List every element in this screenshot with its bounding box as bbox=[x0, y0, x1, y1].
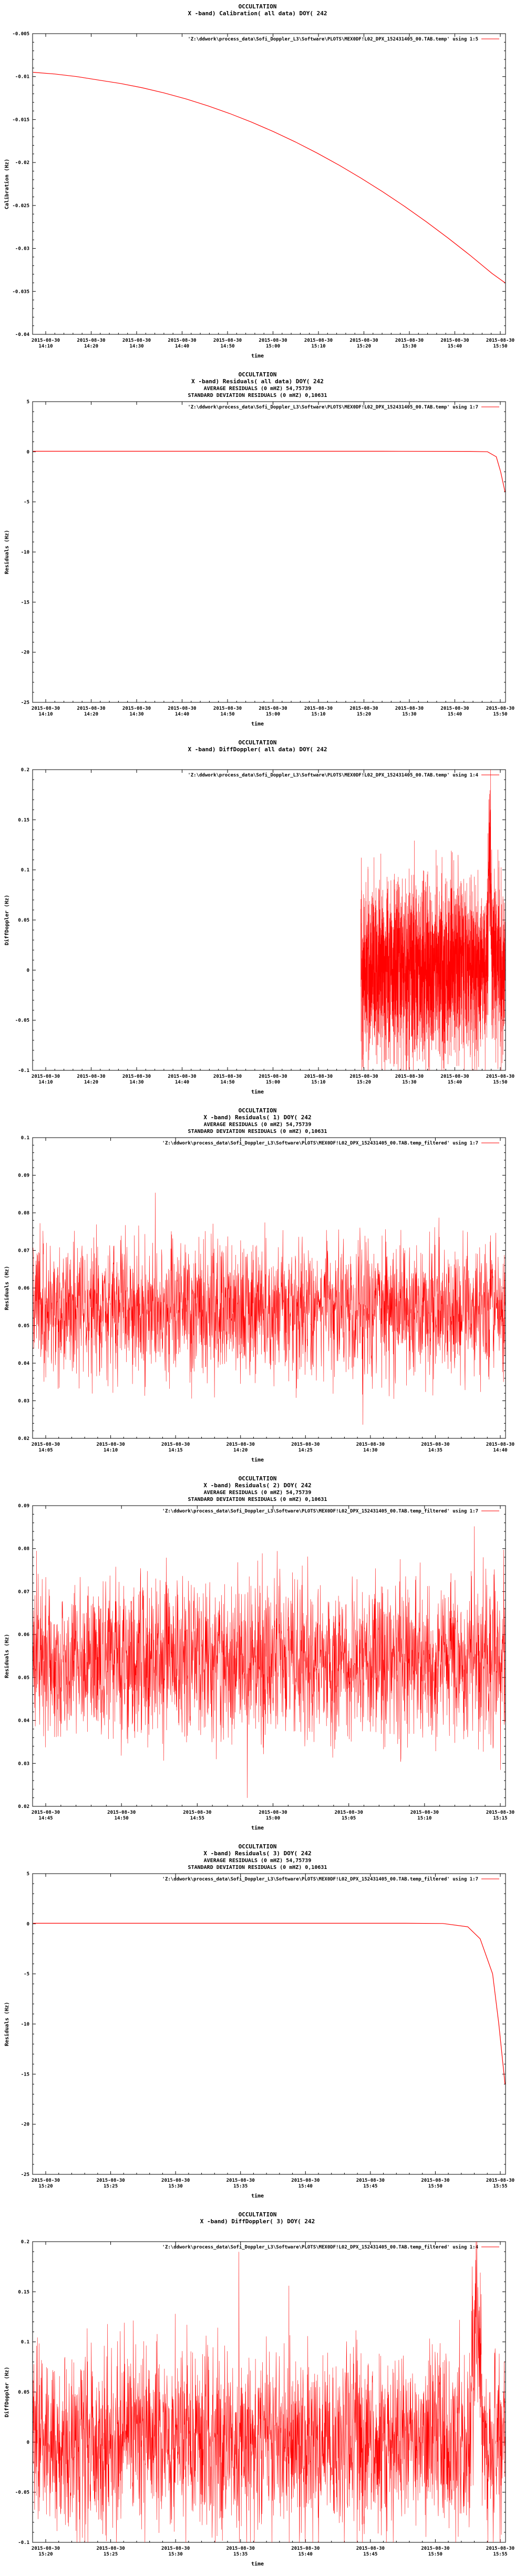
y-axis-label: DiffDoppler (Hz) bbox=[4, 894, 10, 946]
y-tick-label: 0.2 bbox=[20, 2240, 29, 2245]
chart-svg bbox=[0, 736, 515, 1104]
y-tick-label: 5 bbox=[26, 400, 29, 405]
x-axis-label: time bbox=[251, 2561, 264, 2567]
x-tick-label: 2015-08-30 15:50 bbox=[486, 1074, 515, 1085]
y-tick-label: -0.1 bbox=[18, 2540, 29, 2546]
chart-svg bbox=[0, 1472, 515, 1840]
data-series-line bbox=[33, 1193, 505, 1425]
x-tick-label: 2015-08-30 14:30 bbox=[122, 338, 151, 349]
y-tick-label: 0.09 bbox=[18, 1504, 29, 1509]
y-tick-label: -25 bbox=[20, 2172, 29, 2178]
x-tick-label: 2015-08-30 14:15 bbox=[161, 1442, 190, 1453]
y-tick-label: 0.05 bbox=[18, 1675, 29, 1681]
x-tick-label: 2015-08-30 14:10 bbox=[31, 706, 60, 717]
y-axis-label: Residuals (Hz) bbox=[4, 2001, 10, 2047]
y-tick-label: -0.01 bbox=[15, 74, 29, 80]
x-tick-label: 2015-08-30 15:00 bbox=[259, 1810, 287, 1821]
x-tick-label: 2015-08-30 15:30 bbox=[161, 2178, 190, 2189]
x-axis-label: time bbox=[251, 1457, 264, 1463]
x-axis-label: time bbox=[251, 353, 264, 359]
legend-label: 'Z:\ddwork\process_data\Sofi_Doppler_L3\Software\PLOTS\MEX0DF!L02_DPX_152431405_00.TAB.temp_filtered' using 1:7 bbox=[162, 1509, 478, 1514]
x-tick-label: 2015-08-30 14:45 bbox=[31, 1810, 60, 1821]
chart-panel bbox=[0, 368, 515, 736]
x-tick-label: 2015-08-30 14:10 bbox=[96, 1442, 125, 1453]
chart-title: OCCULTATION bbox=[238, 371, 277, 378]
legend-label: 'Z:\ddwork\process_data\Sofi_Doppler_L3\Software\PLOTS\MEX0DF!L02_DPX_152431405_00.TAB.temp' using 1:5 bbox=[188, 37, 478, 42]
x-tick-label: 2015-08-30 15:50 bbox=[421, 2546, 450, 2557]
y-tick-label: -25 bbox=[20, 700, 29, 706]
y-axis-label: Residuals (Hz) bbox=[4, 1265, 10, 1311]
data-series-line bbox=[33, 1923, 505, 2084]
x-tick-label: 2015-08-30 15:30 bbox=[395, 338, 424, 349]
x-axis-label: time bbox=[251, 2193, 264, 2199]
x-tick-label: 2015-08-30 14:40 bbox=[168, 706, 197, 717]
y-tick-label: 0 bbox=[26, 2440, 29, 2446]
x-tick-label: 2015-08-30 15:35 bbox=[226, 2178, 255, 2189]
x-tick-label: 2015-08-30 15:30 bbox=[395, 706, 424, 717]
chart-svg bbox=[0, 0, 515, 368]
stats-average: AVERAGE RESIDUALS (0 mHZ) 54,75739 bbox=[203, 386, 312, 392]
data-series-line bbox=[361, 770, 505, 1070]
legend-label: 'Z:\ddwork\process_data\Sofi_Doppler_L3\Software\PLOTS\MEX0DF!L02_DPX_152431405_00.TAB.temp_filtered' using 1:7 bbox=[162, 1141, 478, 1146]
chart-subtitle: X -band) Residuals( 2) DOY( 242 bbox=[203, 1482, 312, 1489]
stats-stddev: STANDARD DEVIATION RESIDUALS (0 mHZ) 0,10631 bbox=[188, 393, 327, 398]
stats-average: AVERAGE RESIDUALS (0 mHZ) 54,75739 bbox=[203, 1858, 312, 1864]
y-tick-label: 0.04 bbox=[18, 1718, 29, 1724]
y-tick-label: 0.07 bbox=[18, 1589, 29, 1595]
x-tick-label: 2015-08-30 15:25 bbox=[96, 2178, 125, 2189]
data-series-line bbox=[33, 451, 505, 492]
chart-svg bbox=[0, 368, 515, 736]
y-tick-label: -20 bbox=[20, 650, 29, 656]
stats-stddev: STANDARD DEVIATION RESIDUALS (0 mHZ) 0,10631 bbox=[188, 1497, 327, 1502]
y-tick-label: 0.05 bbox=[18, 918, 29, 923]
x-tick-label: 2015-08-30 14:20 bbox=[77, 338, 106, 349]
plot-frame bbox=[33, 34, 506, 334]
x-tick-label: 2015-08-30 14:05 bbox=[31, 1442, 60, 1453]
chart-panel bbox=[0, 0, 515, 368]
y-tick-label: 0.03 bbox=[18, 1398, 29, 1404]
chart-subtitle: X -band) DiffDoppler( all data) DOY( 242 bbox=[188, 746, 327, 753]
x-tick-label: 2015-08-30 15:00 bbox=[259, 706, 287, 717]
y-tick-label: 5 bbox=[26, 1872, 29, 1877]
chart-svg bbox=[0, 2208, 515, 2576]
data-series-line bbox=[33, 1526, 505, 1798]
x-tick-label: 2015-08-30 15:20 bbox=[31, 2178, 60, 2189]
y-tick-label: 0.06 bbox=[18, 1286, 29, 1291]
x-tick-label: 2015-08-30 15:05 bbox=[334, 1810, 363, 1821]
stats-average: AVERAGE RESIDUALS (0 mHZ) 54,75739 bbox=[203, 1122, 312, 1128]
x-tick-label: 2015-08-30 15:55 bbox=[486, 2178, 515, 2189]
x-tick-label: 2015-08-30 14:55 bbox=[183, 1810, 212, 1821]
y-tick-label: -0.04 bbox=[15, 332, 29, 338]
chart-subtitle: X -band) Residuals( all data) DOY( 242 bbox=[191, 378, 324, 385]
y-tick-label: 0.1 bbox=[20, 1136, 29, 1141]
x-tick-label: 2015-08-30 14:10 bbox=[31, 338, 60, 349]
chart-svg bbox=[0, 1104, 515, 1472]
y-tick-label: -5 bbox=[24, 1971, 29, 1977]
x-axis-label: time bbox=[251, 1089, 264, 1095]
x-tick-label: 2015-08-30 15:15 bbox=[486, 1810, 515, 1821]
y-tick-label: -0.1 bbox=[18, 1068, 29, 1074]
x-tick-label: 2015-08-30 14:20 bbox=[226, 1442, 255, 1453]
y-axis-label: DiffDoppler (Hz) bbox=[4, 2366, 10, 2418]
y-tick-label: -0.02 bbox=[15, 160, 29, 166]
y-tick-label: 0.03 bbox=[18, 1761, 29, 1767]
x-tick-label: 2015-08-30 14:50 bbox=[213, 706, 242, 717]
y-tick-label: 0.08 bbox=[18, 1211, 29, 1216]
chart-subtitle: X -band) Calibration( all data) DOY( 242 bbox=[188, 10, 327, 17]
x-tick-label: 2015-08-30 15:10 bbox=[304, 338, 333, 349]
stats-stddev: STANDARD DEVIATION RESIDUALS (0 mHZ) 0,10631 bbox=[188, 1865, 327, 1870]
x-tick-label: 2015-08-30 14:20 bbox=[77, 706, 106, 717]
chart-title: OCCULTATION bbox=[238, 1843, 277, 1850]
chart-title: OCCULTATION bbox=[238, 1475, 277, 1482]
y-tick-label: 0.2 bbox=[20, 768, 29, 773]
legend-label: 'Z:\ddwork\process_data\Sofi_Doppler_L3\Software\PLOTS\MEX0DF!L02_DPX_152431405_00.TAB.temp_filtered' using 1:4 bbox=[162, 2245, 478, 2250]
chart-svg bbox=[0, 1840, 515, 2208]
x-tick-label: 2015-08-30 15:50 bbox=[421, 2178, 450, 2189]
x-tick-label: 2015-08-30 14:10 bbox=[31, 1074, 60, 1085]
y-tick-label: -0.05 bbox=[15, 1018, 29, 1024]
y-tick-label: -0.05 bbox=[15, 2490, 29, 2496]
y-tick-label: 0.05 bbox=[18, 1323, 29, 1329]
x-tick-label: 2015-08-30 15:40 bbox=[440, 338, 469, 349]
x-tick-label: 2015-08-30 14:40 bbox=[168, 338, 197, 349]
chart-subtitle: X -band) DiffDoppler( 3) DOY( 242 bbox=[200, 2218, 315, 2225]
y-tick-label: -10 bbox=[20, 550, 29, 555]
x-tick-label: 2015-08-30 15:40 bbox=[440, 1074, 469, 1085]
y-tick-label: 0.1 bbox=[20, 867, 29, 873]
x-tick-label: 2015-08-30 15:20 bbox=[31, 2546, 60, 2557]
y-tick-label: 0 bbox=[26, 1921, 29, 1927]
x-tick-label: 2015-08-30 14:30 bbox=[122, 1074, 151, 1085]
x-tick-label: 2015-08-30 15:45 bbox=[356, 2178, 385, 2189]
plot-frame bbox=[33, 1506, 506, 1806]
x-tick-label: 2015-08-30 15:25 bbox=[96, 2546, 125, 2557]
chart-title: OCCULTATION bbox=[238, 739, 277, 746]
y-tick-label: -0.025 bbox=[12, 203, 29, 209]
x-tick-label: 2015-08-30 14:30 bbox=[356, 1442, 385, 1453]
y-tick-label: 0.02 bbox=[18, 1804, 29, 1810]
y-tick-label: -0.005 bbox=[12, 32, 29, 37]
chart-panel bbox=[0, 2208, 515, 2576]
x-tick-label: 2015-08-30 14:35 bbox=[421, 1442, 450, 1453]
y-tick-label: 0.05 bbox=[18, 2390, 29, 2395]
y-tick-label: 0 bbox=[26, 968, 29, 974]
y-tick-label: 0 bbox=[26, 449, 29, 455]
y-tick-label: -0.015 bbox=[12, 117, 29, 123]
chart-title: OCCULTATION bbox=[238, 3, 277, 10]
stats-stddev: STANDARD DEVIATION RESIDUALS (0 mHZ) 0,10631 bbox=[188, 1129, 327, 1134]
chart-title: OCCULTATION bbox=[238, 2211, 277, 2218]
y-tick-label: 0.15 bbox=[18, 2289, 29, 2295]
chart-panel bbox=[0, 1840, 515, 2208]
x-tick-label: 2015-08-30 15:50 bbox=[486, 338, 515, 349]
y-tick-label: -10 bbox=[20, 2022, 29, 2027]
x-tick-label: 2015-08-30 14:30 bbox=[122, 706, 151, 717]
x-tick-label: 2015-08-30 15:45 bbox=[356, 2546, 385, 2557]
chart-subtitle: X -band) Residuals( 3) DOY( 242 bbox=[203, 1850, 312, 1857]
x-tick-label: 2015-08-30 15:10 bbox=[304, 706, 333, 717]
x-tick-label: 2015-08-30 15:50 bbox=[486, 706, 515, 717]
x-tick-label: 2015-08-30 15:20 bbox=[349, 338, 378, 349]
chart-panel bbox=[0, 1472, 515, 1840]
x-tick-label: 2015-08-30 15:55 bbox=[486, 2546, 515, 2557]
data-series-line bbox=[33, 73, 505, 283]
x-tick-label: 2015-08-30 15:20 bbox=[349, 1074, 378, 1085]
y-axis-label: Residuals (Hz) bbox=[4, 1633, 10, 1679]
x-tick-label: 2015-08-30 15:35 bbox=[226, 2546, 255, 2557]
y-tick-label: 0.15 bbox=[18, 817, 29, 823]
y-tick-label: -5 bbox=[24, 499, 29, 505]
x-axis-label: time bbox=[251, 721, 264, 727]
x-tick-label: 2015-08-30 14:50 bbox=[213, 338, 242, 349]
x-tick-label: 2015-08-30 15:10 bbox=[304, 1074, 333, 1085]
x-tick-label: 2015-08-30 14:50 bbox=[213, 1074, 242, 1085]
x-tick-label: 2015-08-30 15:30 bbox=[395, 1074, 424, 1085]
chart-panel bbox=[0, 736, 515, 1104]
chart-title: OCCULTATION bbox=[238, 1107, 277, 1114]
x-tick-label: 2015-08-30 15:20 bbox=[349, 706, 378, 717]
y-tick-label: 0.09 bbox=[18, 1173, 29, 1179]
x-tick-label: 2015-08-30 15:40 bbox=[291, 2546, 320, 2557]
chart-panel bbox=[0, 1104, 515, 1472]
legend-label: 'Z:\ddwork\process_data\Sofi_Doppler_L3\Software\PLOTS\MEX0DF!L02_DPX_152431405_00.TAB.temp' using 1:7 bbox=[188, 405, 478, 410]
data-series-line bbox=[33, 2242, 505, 2542]
y-axis-label: Calibration (Hz) bbox=[4, 158, 10, 210]
x-tick-label: 2015-08-30 15:00 bbox=[259, 338, 287, 349]
y-tick-label: -0.035 bbox=[12, 289, 29, 295]
y-tick-label: 0.07 bbox=[18, 1248, 29, 1254]
plot-frame bbox=[33, 770, 506, 1070]
y-tick-label: 0.02 bbox=[18, 1436, 29, 1442]
x-tick-label: 2015-08-30 15:10 bbox=[410, 1810, 439, 1821]
x-tick-label: 2015-08-30 14:25 bbox=[291, 1442, 320, 1453]
plot-frame bbox=[33, 1874, 506, 2174]
y-tick-label: 0.08 bbox=[18, 1546, 29, 1552]
x-tick-label: 2015-08-30 15:30 bbox=[161, 2546, 190, 2557]
y-tick-label: -15 bbox=[20, 600, 29, 606]
x-tick-label: 2015-08-30 15:00 bbox=[259, 1074, 287, 1085]
y-tick-label: 0.04 bbox=[18, 1361, 29, 1366]
stats-average: AVERAGE RESIDUALS (0 mHZ) 54,75739 bbox=[203, 1490, 312, 1496]
y-tick-label: 0.1 bbox=[20, 2339, 29, 2345]
y-axis-label: Residuals (Hz) bbox=[4, 529, 10, 575]
legend-label: 'Z:\ddwork\process_data\Sofi_Doppler_L3\Software\PLOTS\MEX0DF!L02_DPX_152431405_00.TAB.temp_filtered' using 1:7 bbox=[162, 1877, 478, 1882]
y-tick-label: -0.03 bbox=[15, 246, 29, 252]
x-tick-label: 2015-08-30 14:40 bbox=[168, 1074, 197, 1085]
x-tick-label: 2015-08-30 14:50 bbox=[107, 1810, 136, 1821]
x-tick-label: 2015-08-30 15:40 bbox=[291, 2178, 320, 2189]
y-tick-label: -20 bbox=[20, 2122, 29, 2128]
legend-label: 'Z:\ddwork\process_data\Sofi_Doppler_L3\Software\PLOTS\MEX0DF!L02_DPX_152431405_00.TAB.temp' using 1:4 bbox=[188, 773, 478, 778]
x-axis-label: time bbox=[251, 1825, 264, 1831]
x-tick-label: 2015-08-30 15:40 bbox=[440, 706, 469, 717]
x-tick-label: 2015-08-30 14:40 bbox=[486, 1442, 515, 1453]
y-tick-label: 0.06 bbox=[18, 1632, 29, 1638]
plot-frame bbox=[33, 402, 506, 702]
chart-subtitle: X -band) Residuals( 1) DOY( 242 bbox=[203, 1114, 312, 1121]
y-tick-label: -15 bbox=[20, 2072, 29, 2078]
x-tick-label: 2015-08-30 14:20 bbox=[77, 1074, 106, 1085]
